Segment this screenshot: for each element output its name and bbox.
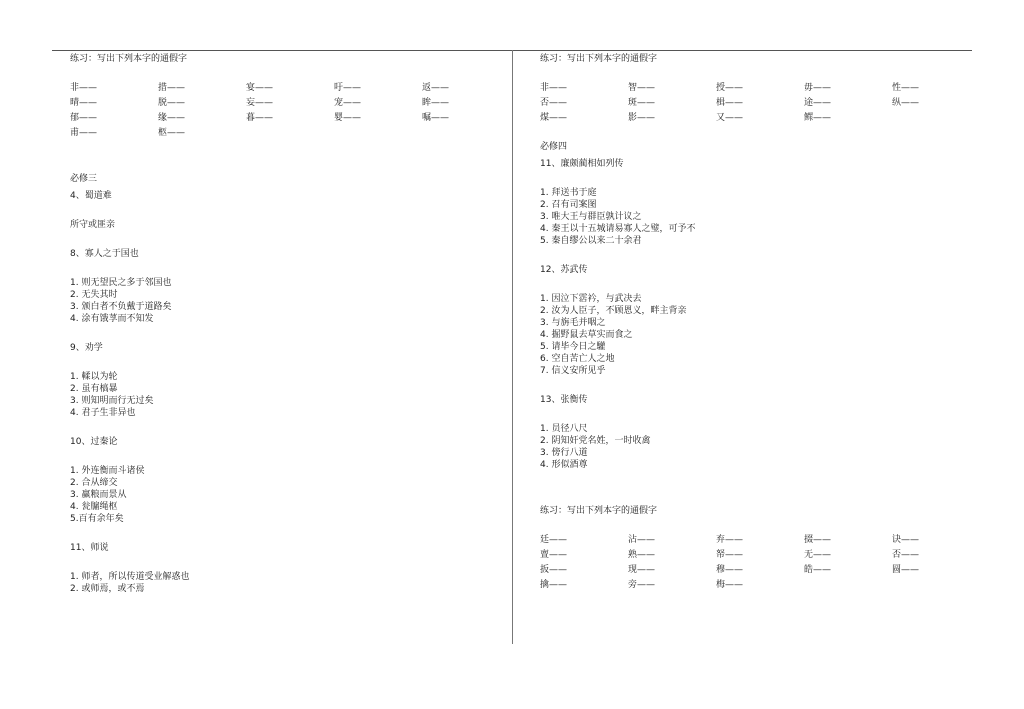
character-blank: 吁—— <box>334 83 362 93</box>
character-blank: 无—— <box>804 550 832 560</box>
character-blank: 诀—— <box>892 535 920 545</box>
character-blank: 柩—— <box>158 128 186 138</box>
character-blank: 途—— <box>804 98 832 108</box>
column-divider <box>512 50 513 644</box>
right-section-title: 必修四 <box>540 142 568 152</box>
sentence-item: 1. 员径八尺 <box>540 424 588 434</box>
left-character-grid <box>70 82 490 139</box>
character-blank: 甫—— <box>70 128 98 138</box>
character-blank: 授—— <box>716 83 744 93</box>
right-text-list <box>540 158 940 471</box>
sentence-item: 3. 傍行八道 <box>540 448 588 458</box>
sentence-item: 5. 秦自缪公以来二十余君 <box>540 236 642 246</box>
character-blank: 妄—— <box>246 98 274 108</box>
character-blank: 嘱—— <box>422 113 450 123</box>
left-text-list <box>70 190 490 595</box>
character-blank: 非—— <box>70 83 98 93</box>
right-exercise-heading: 练习：写出下列本字的通假字 <box>540 54 658 64</box>
right-column <box>540 53 940 591</box>
sentence-item: 2. 合从缔交 <box>70 478 118 488</box>
sentence-item: 4. 瓮牖绳枢 <box>70 502 118 512</box>
lesson-title: 11、师说 <box>70 543 109 553</box>
character-blank: 宠—— <box>334 98 362 108</box>
character-blank: 缘—— <box>158 113 186 123</box>
sentence-item: 3. 则知明而行无过矣 <box>70 396 154 406</box>
character-blank: 毋—— <box>804 83 832 93</box>
character-blank: 暮—— <box>246 113 274 123</box>
text-line: 所守或匪亲 <box>70 220 116 230</box>
right-character-grid-2 <box>540 534 940 591</box>
sentence-item: 7. 信义安所见乎 <box>540 366 606 376</box>
character-blank: 煤—— <box>540 113 568 123</box>
sentence-item: 2. 或师焉，或不焉 <box>70 584 145 594</box>
character-blank: 皓—— <box>804 565 832 575</box>
character-blank: 廷—— <box>540 535 568 545</box>
character-blank: 现—— <box>628 565 656 575</box>
sentence-item: 4. 秦王以十五城请易寡人之璧，可予不 <box>540 224 696 234</box>
sentence-item: 2. 阴知奸党名姓，一时收禽 <box>540 436 651 446</box>
character-blank: 穆—— <box>716 565 744 575</box>
character-blank: 旁—— <box>628 580 656 590</box>
character-blank: 影—— <box>628 113 656 123</box>
character-blank: 性—— <box>892 83 920 93</box>
left-exercise-heading: 练习：写出下列本字的通假字 <box>70 54 188 64</box>
character-blank: 圆—— <box>892 565 920 575</box>
character-blank: 斑—— <box>628 98 656 108</box>
sentence-item: 2. 无失其时 <box>70 290 118 300</box>
sentence-item: 3. 颁白者不负戴于道路矣 <box>70 302 172 312</box>
sentence-item: 2. 虽有槁暴 <box>70 384 118 394</box>
sentence-item: 1. 因泣下霑衿，与武决去 <box>540 294 642 304</box>
lesson-title: 9、劝学 <box>70 343 103 353</box>
character-blank: 掇—— <box>804 535 832 545</box>
sentence-item: 3. 与旃毛并咽之 <box>540 318 606 328</box>
character-blank: 返—— <box>422 83 450 93</box>
lesson-title: 11、廉颇蔺相如列传 <box>540 159 624 169</box>
right-exercise-heading-2: 练习：写出下列本字的通假字 <box>540 506 658 516</box>
sentence-item: 2. 汝为人臣子，不顾恩义，畔主背亲 <box>540 306 687 316</box>
character-blank: 婴—— <box>334 113 362 123</box>
character-blank: 擒—— <box>540 580 568 590</box>
character-blank: 脱—— <box>158 98 186 108</box>
character-blank: 郁—— <box>70 113 98 123</box>
sentence-item: 5. 请毕今日之驩 <box>540 342 606 352</box>
character-blank: 否—— <box>540 98 568 108</box>
character-blank: 帑—— <box>716 550 744 560</box>
character-blank: 梅—— <box>716 580 744 590</box>
character-blank: 又—— <box>716 113 744 123</box>
character-blank: 措—— <box>158 83 186 93</box>
character-blank: 宴—— <box>246 83 274 93</box>
character-blank: 扳—— <box>540 565 568 575</box>
sentence-item: 2. 召有司案图 <box>540 200 597 210</box>
lesson-title: 10、过秦论 <box>70 437 118 447</box>
right-character-grid <box>540 82 940 124</box>
sentence-item: 1. 拜送书于庭 <box>540 188 597 198</box>
sentence-item: 1. 师者，所以传道受业解惑也 <box>70 572 190 582</box>
character-blank: 智—— <box>628 83 656 93</box>
lesson-title: 13、张衡传 <box>540 395 588 405</box>
sentence-item: 4. 掘野鼠去草实而食之 <box>540 330 633 340</box>
sentence-item: 1. 輮以为轮 <box>70 372 118 382</box>
sentence-item: 4. 形似酒尊 <box>540 460 588 470</box>
lesson-title: 12、苏武传 <box>540 265 588 275</box>
character-blank: 眸—— <box>422 98 450 108</box>
left-column <box>70 53 490 595</box>
character-blank: 弃—— <box>716 535 744 545</box>
character-blank: 否—— <box>892 550 920 560</box>
sentence-item: 4. 涂有饿莩而不知发 <box>70 314 154 324</box>
character-blank: 楫—— <box>716 98 744 108</box>
character-blank: 沾—— <box>628 535 656 545</box>
character-blank: 亶—— <box>540 550 568 560</box>
sentence-item: 3. 赢粮而景从 <box>70 490 127 500</box>
sentence-item: 5.百有余年矣 <box>70 514 124 524</box>
sentence-item: 4. 君子生非异也 <box>70 408 136 418</box>
character-blank: 熟—— <box>628 550 656 560</box>
sentence-item: 1. 则无望民之多于邻国也 <box>70 278 172 288</box>
left-section-title: 必修三 <box>70 174 98 184</box>
sentence-item: 6. 空自苦亡人之地 <box>540 354 615 364</box>
character-blank: 非—— <box>540 83 568 93</box>
sentence-item: 1. 外连衡而斗诸侯 <box>70 466 145 476</box>
character-blank: 晴—— <box>70 98 98 108</box>
sentence-item: 3. 唯大王与群臣孰计议之 <box>540 212 642 222</box>
character-blank: 纵—— <box>892 98 920 108</box>
lesson-title: 8、寡人之于国也 <box>70 249 139 259</box>
lesson-title: 4、蜀道难 <box>70 191 112 201</box>
character-blank: 鳏—— <box>804 113 832 123</box>
